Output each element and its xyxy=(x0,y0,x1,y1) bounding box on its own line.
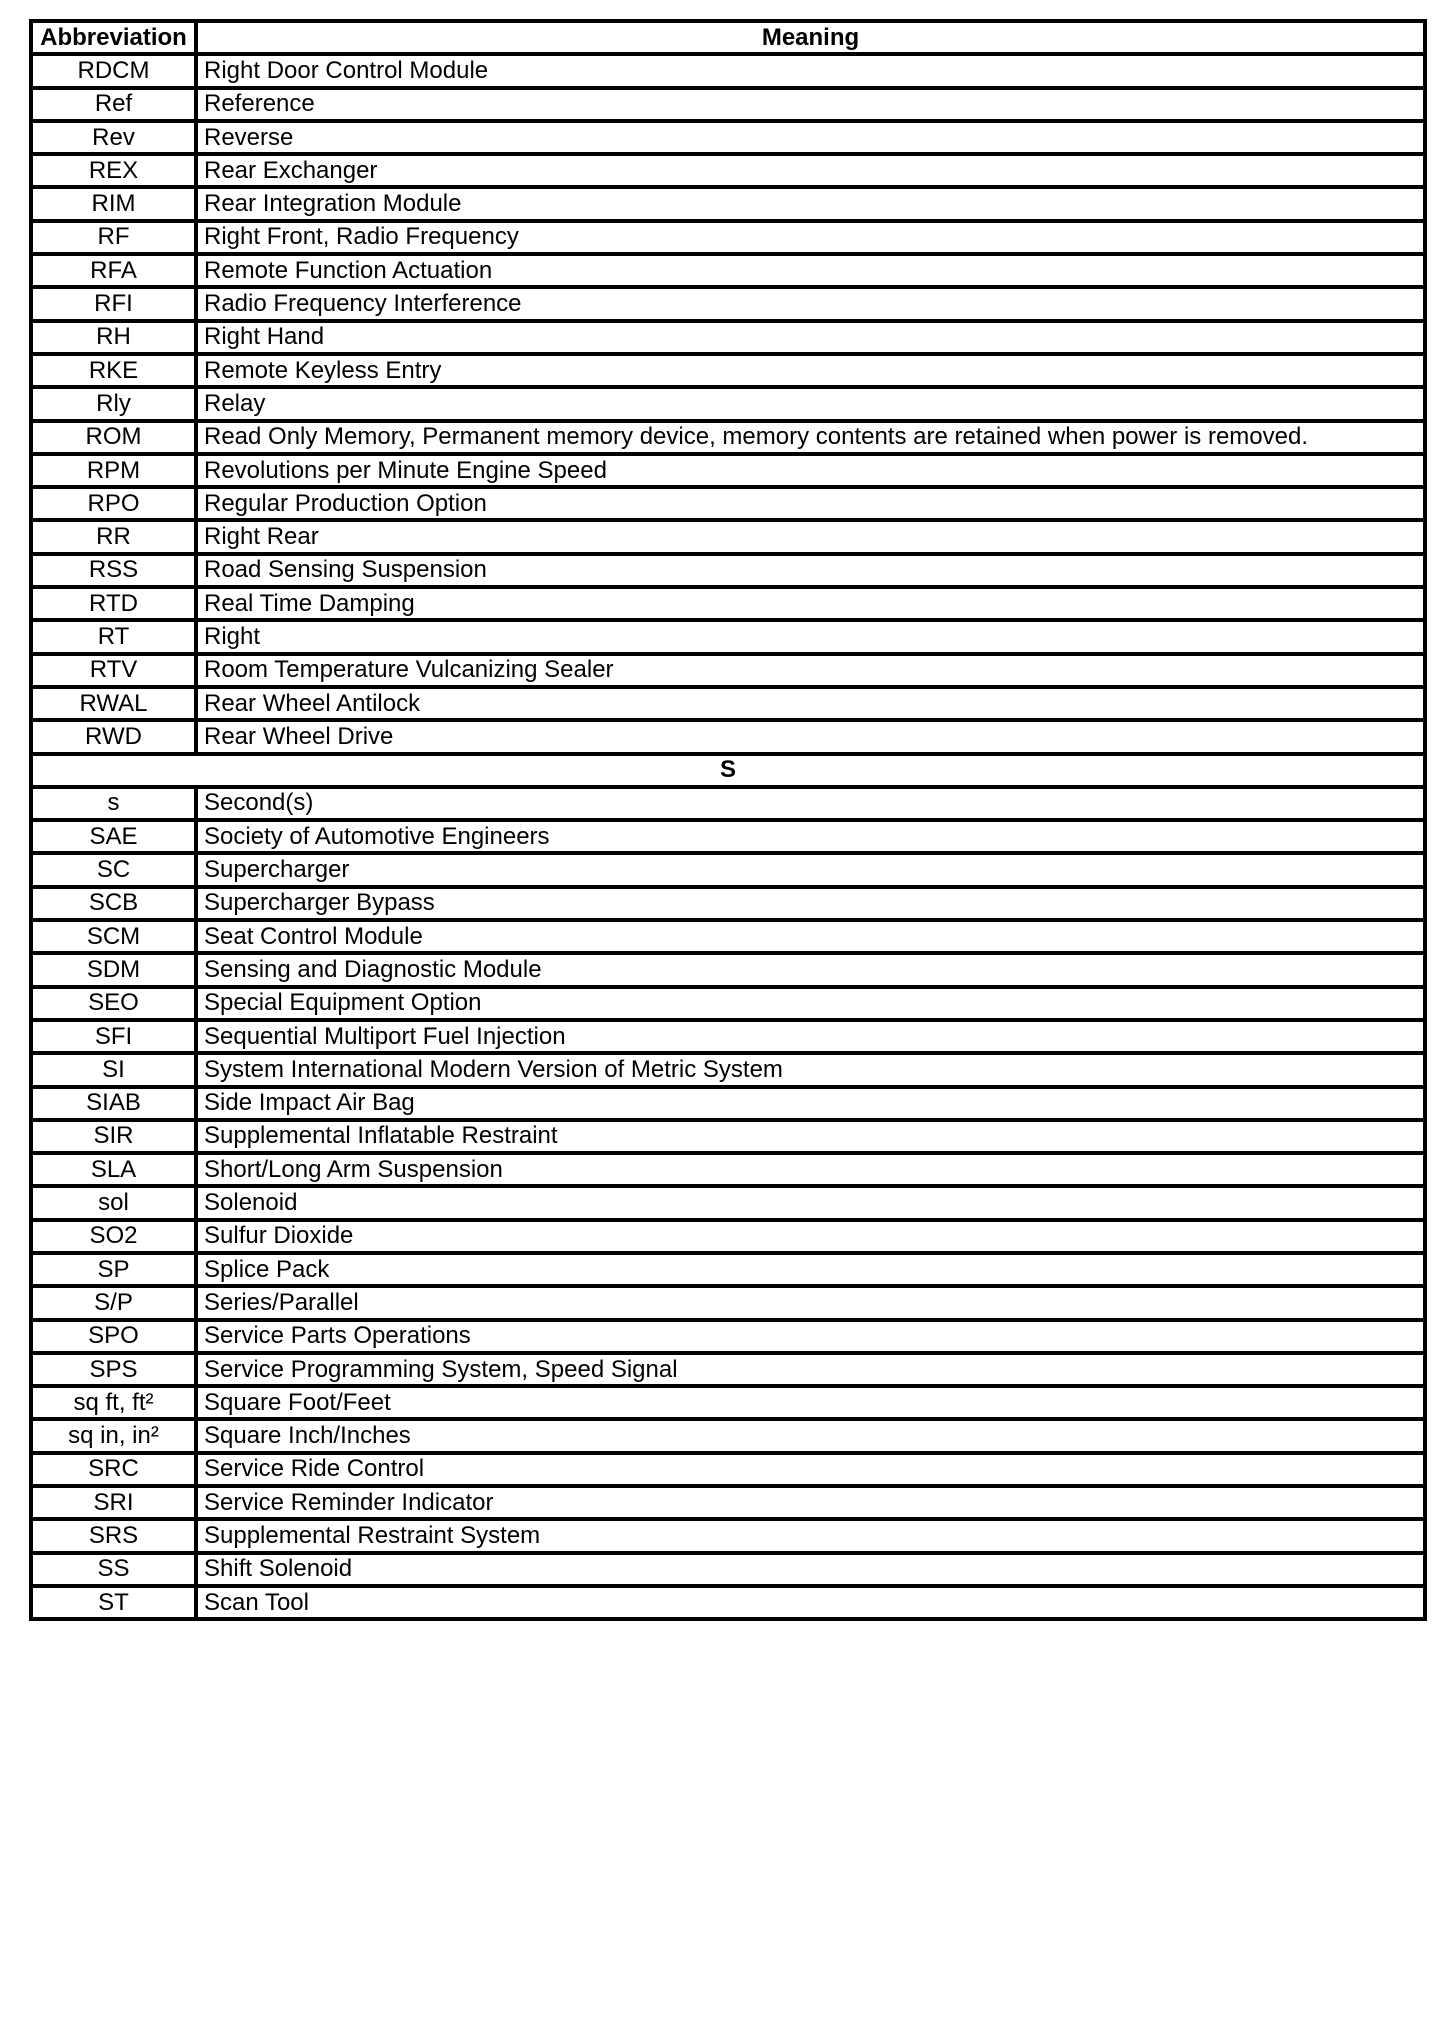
abbreviation-cell: SLA xyxy=(31,1153,196,1186)
table-row xyxy=(31,1186,1425,1219)
meaning-cell: Sequential Multiport Fuel Injection xyxy=(196,1020,1425,1053)
section-heading-row xyxy=(31,754,1425,787)
meaning-cell: Service Programming System, Speed Signal xyxy=(196,1353,1425,1386)
abbreviation-cell: REX xyxy=(31,154,196,187)
table-row xyxy=(31,1553,1425,1586)
table-row xyxy=(31,787,1425,820)
meaning-cell: Read Only Memory, Permanent memory device, memory contents are retained when power is removed. xyxy=(196,421,1425,454)
table-row xyxy=(31,454,1425,487)
table-row xyxy=(31,1286,1425,1319)
table-row xyxy=(31,920,1425,953)
table-row xyxy=(31,1253,1425,1286)
table-row xyxy=(31,1053,1425,1086)
meaning-cell: Radio Frequency Interference xyxy=(196,287,1425,320)
section-heading: S xyxy=(31,754,1425,787)
table-row xyxy=(31,1120,1425,1153)
table-row xyxy=(31,254,1425,287)
abbreviation-cell: SIR xyxy=(31,1120,196,1153)
abbreviation-cell: RH xyxy=(31,321,196,354)
meaning-cell: Rear Wheel Drive xyxy=(196,720,1425,753)
meaning-cell: Service Ride Control xyxy=(196,1453,1425,1486)
table-row xyxy=(31,520,1425,553)
header-row xyxy=(31,21,1425,54)
abbreviation-cell: RWAL xyxy=(31,687,196,720)
table-row xyxy=(31,287,1425,320)
abbreviation-cell: SPS xyxy=(31,1353,196,1386)
meaning-cell: Rear Integration Module xyxy=(196,187,1425,220)
table-row xyxy=(31,121,1425,154)
meaning-cell: Regular Production Option xyxy=(196,487,1425,520)
meaning-cell: Service Reminder Indicator xyxy=(196,1486,1425,1519)
meaning-cell: Supercharger Bypass xyxy=(196,887,1425,920)
abbreviation-cell: SDM xyxy=(31,953,196,986)
table-row xyxy=(31,321,1425,354)
table-row xyxy=(31,687,1425,720)
meaning-cell: Seat Control Module xyxy=(196,920,1425,953)
table-row xyxy=(31,654,1425,687)
abbreviation-cell: SRI xyxy=(31,1486,196,1519)
meaning-cell: Shift Solenoid xyxy=(196,1553,1425,1586)
meaning-cell: Short/Long Arm Suspension xyxy=(196,1153,1425,1186)
abbreviation-cell: RWD xyxy=(31,720,196,753)
meaning-cell: Right Hand xyxy=(196,321,1425,354)
meaning-cell: Remote Keyless Entry xyxy=(196,354,1425,387)
abbreviation-cell: RF xyxy=(31,221,196,254)
table-row xyxy=(31,620,1425,653)
meaning-cell: Square Inch/Inches xyxy=(196,1419,1425,1452)
meaning-cell: System International Modern Version of Metric System xyxy=(196,1053,1425,1086)
meaning-cell: Supercharger xyxy=(196,853,1425,886)
abbreviation-cell: sq in, in² xyxy=(31,1419,196,1452)
meaning-cell: Right xyxy=(196,620,1425,653)
table-row xyxy=(31,1486,1425,1519)
meaning-cell: Rear Exchanger xyxy=(196,154,1425,187)
abbreviation-cell: RSS xyxy=(31,554,196,587)
meaning-cell: Supplemental Restraint System xyxy=(196,1519,1425,1552)
meaning-cell: Relay xyxy=(196,387,1425,420)
meaning-cell: Square Foot/Feet xyxy=(196,1386,1425,1419)
table-row xyxy=(31,587,1425,620)
abbreviation-cell: RTD xyxy=(31,587,196,620)
abbreviation-cell: ROM xyxy=(31,421,196,454)
table-row xyxy=(31,1586,1425,1619)
abbreviation-cell: RDCM xyxy=(31,54,196,87)
abbreviation-cell: RKE xyxy=(31,354,196,387)
meaning-cell: Right Rear xyxy=(196,520,1425,553)
table-header xyxy=(31,21,1425,54)
abbreviation-cell: SRS xyxy=(31,1519,196,1552)
table-row xyxy=(31,1386,1425,1419)
table-row xyxy=(31,487,1425,520)
abbreviation-cell: RPO xyxy=(31,487,196,520)
table-row xyxy=(31,187,1425,220)
meaning-cell: Solenoid xyxy=(196,1186,1425,1219)
table-row xyxy=(31,1320,1425,1353)
meaning-cell: Series/Parallel xyxy=(196,1286,1425,1319)
abbreviation-cell: RT xyxy=(31,620,196,653)
table-row xyxy=(31,853,1425,886)
table-row xyxy=(31,1153,1425,1186)
meaning-cell: Side Impact Air Bag xyxy=(196,1087,1425,1120)
meaning-cell: Sensing and Diagnostic Module xyxy=(196,953,1425,986)
abbreviation-cell: sq ft, ft² xyxy=(31,1386,196,1419)
table-row xyxy=(31,1020,1425,1053)
table-row xyxy=(31,221,1425,254)
meaning-cell: Right Front, Radio Frequency xyxy=(196,221,1425,254)
meaning-cell: Reverse xyxy=(196,121,1425,154)
table-row xyxy=(31,154,1425,187)
table-row xyxy=(31,820,1425,853)
abbreviation-cell: S/P xyxy=(31,1286,196,1319)
meaning-cell: Rear Wheel Antilock xyxy=(196,687,1425,720)
abbreviation-cell: RR xyxy=(31,520,196,553)
table-row xyxy=(31,1519,1425,1552)
meaning-cell: Service Parts Operations xyxy=(196,1320,1425,1353)
meaning-cell: Remote Function Actuation xyxy=(196,254,1425,287)
abbreviation-cell: SRC xyxy=(31,1453,196,1486)
meaning-cell: Room Temperature Vulcanizing Sealer xyxy=(196,654,1425,687)
abbreviation-column-header: Abbreviation xyxy=(31,21,196,54)
abbreviation-cell: Rly xyxy=(31,387,196,420)
abbreviation-cell: SIAB xyxy=(31,1087,196,1120)
abbreviation-cell: SCM xyxy=(31,920,196,953)
table-row xyxy=(31,887,1425,920)
abbreviation-cell: SI xyxy=(31,1053,196,1086)
table-row xyxy=(31,1419,1425,1452)
table-row xyxy=(31,1220,1425,1253)
table-row xyxy=(31,421,1425,454)
abbreviation-cell: RIM xyxy=(31,187,196,220)
abbreviation-cell: RTV xyxy=(31,654,196,687)
abbreviation-cell: RPM xyxy=(31,454,196,487)
table-row xyxy=(31,987,1425,1020)
abbreviation-cell: SP xyxy=(31,1253,196,1286)
abbreviation-cell: Rev xyxy=(31,121,196,154)
meaning-cell: Scan Tool xyxy=(196,1586,1425,1619)
abbreviation-cell: SCB xyxy=(31,887,196,920)
table-row xyxy=(31,387,1425,420)
meaning-cell: Revolutions per Minute Engine Speed xyxy=(196,454,1425,487)
meaning-cell: Second(s) xyxy=(196,787,1425,820)
abbreviation-cell: SS xyxy=(31,1553,196,1586)
abbreviation-cell: s xyxy=(31,787,196,820)
meaning-cell: Special Equipment Option xyxy=(196,987,1425,1020)
table-row xyxy=(31,720,1425,753)
abbreviation-cell: Ref xyxy=(31,88,196,121)
meaning-cell: Road Sensing Suspension xyxy=(196,554,1425,587)
meaning-cell: Society of Automotive Engineers xyxy=(196,820,1425,853)
table-body xyxy=(31,54,1425,1619)
table-row xyxy=(31,953,1425,986)
abbreviation-cell: SEO xyxy=(31,987,196,1020)
abbreviation-cell: sol xyxy=(31,1186,196,1219)
abbreviation-cell: RFI xyxy=(31,287,196,320)
table-row xyxy=(31,354,1425,387)
abbreviation-cell: ST xyxy=(31,1586,196,1619)
meaning-column-header: Meaning xyxy=(196,21,1425,54)
meaning-cell: Sulfur Dioxide xyxy=(196,1220,1425,1253)
abbreviation-cell: SPO xyxy=(31,1320,196,1353)
abbreviation-cell: SAE xyxy=(31,820,196,853)
table-row xyxy=(31,554,1425,587)
abbreviation-table xyxy=(29,19,1427,1621)
abbreviation-cell: RFA xyxy=(31,254,196,287)
meaning-cell: Splice Pack xyxy=(196,1253,1425,1286)
table-row xyxy=(31,1353,1425,1386)
abbreviation-cell: SO2 xyxy=(31,1220,196,1253)
table-row xyxy=(31,54,1425,87)
abbreviation-cell: SC xyxy=(31,853,196,886)
table-row xyxy=(31,1453,1425,1486)
abbreviation-cell: SFI xyxy=(31,1020,196,1053)
meaning-cell: Reference xyxy=(196,88,1425,121)
meaning-cell: Real Time Damping xyxy=(196,587,1425,620)
table-row xyxy=(31,1087,1425,1120)
meaning-cell: Supplemental Inflatable Restraint xyxy=(196,1120,1425,1153)
meaning-cell: Right Door Control Module xyxy=(196,54,1425,87)
table-row xyxy=(31,88,1425,121)
